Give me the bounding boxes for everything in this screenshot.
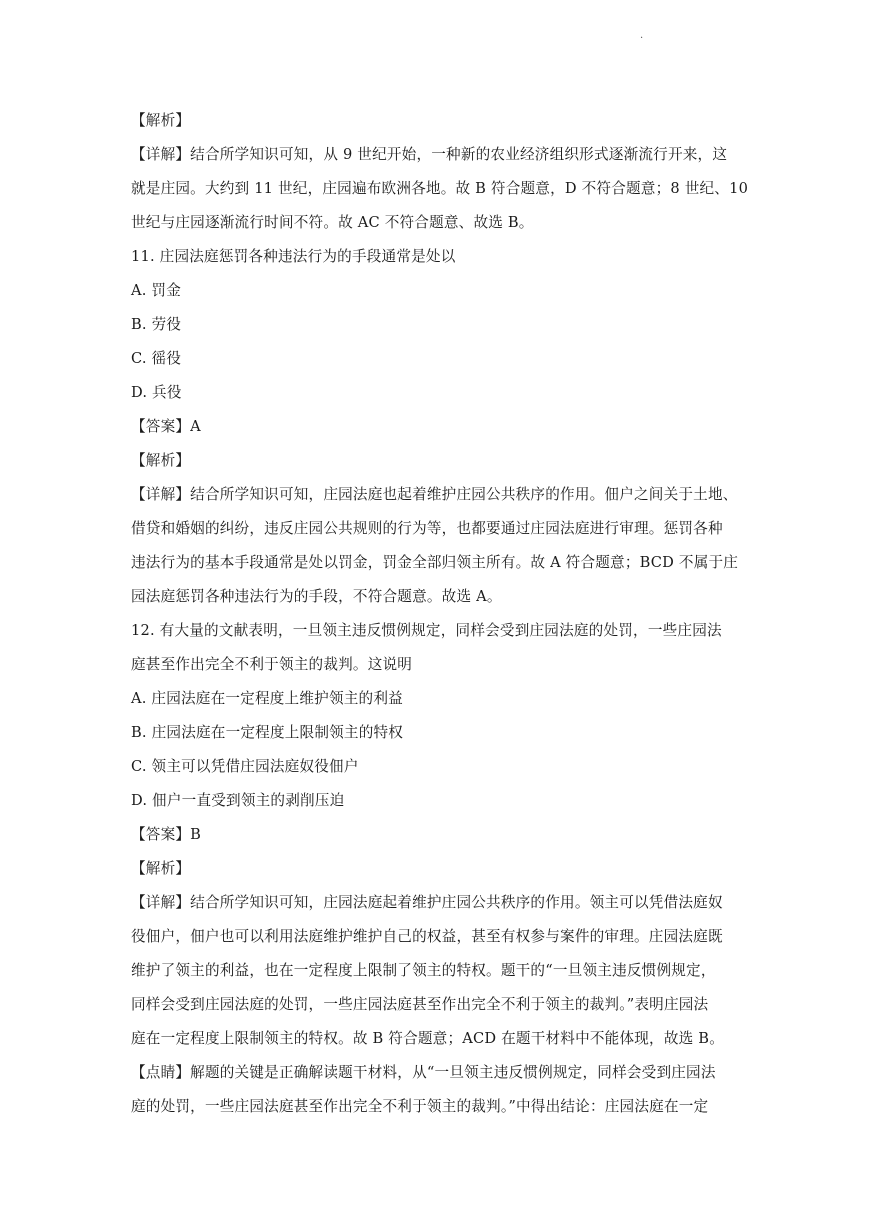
answer-11: 【答案】A — [131, 418, 201, 435]
detail-10-line-3: 世纪与庄园逐渐流行时间不符。故 AC 不符合题意、故选 B。 — [131, 214, 534, 231]
detail-12-line-4: 同样会受到庄园法庭的处罚，一些庄园法庭甚至作出完全不利于领主的裁判。”表明庄园法 — [131, 996, 709, 1013]
detail-12-line-1: 【详解】结合所学知识可知，庄园法庭起着维护庄园公共秩序的作用。领主可以凭借法庭奴 — [131, 894, 723, 911]
question-11-option-b: B. 劳役 — [131, 316, 182, 333]
answer-12: 【答案】B — [131, 826, 202, 843]
question-12-stem-line-2: 庭甚至作出完全不利于领主的裁判。这说明 — [131, 656, 413, 673]
detail-11-line-3: 违法行为的基本手段通常是处以罚金，罚金全部归领主所有。故 A 符合题意；BCD 不属于庄 — [131, 554, 739, 571]
tip-12-line-1: 【点睛】解题的关键是正确解读题干材料，从“一旦领主违反惯例规定，同样会受到庄园法 — [131, 1064, 716, 1081]
detail-11-line-4: 园法庭惩罚各种违法行为的手段，不符合题意。故选 A。 — [131, 588, 502, 605]
analysis-label-12: 【解析】 — [131, 860, 191, 877]
question-12-option-b: B. 庄园法庭在一定程度上限制领主的特权 — [131, 724, 404, 741]
detail-11-line-2: 借贷和婚姻的纠纷，违反庄园公共规则的行为等，也都要通过庄园法庭进行审理。惩罚各种 — [131, 520, 723, 537]
detail-12-line-5: 庭在一定程度上限制领主的特权。故 B 符合题意；ACD 在题干材料中不能体现，故选 B。 — [131, 1030, 724, 1047]
page-marker-dot: . — [640, 30, 644, 41]
question-11-option-c: C. 徭役 — [131, 350, 182, 367]
tip-12-line-2: 庭的处罚，一些庄园法庭甚至作出完全不利于领主的裁判。”中得出结论：庄园法庭在一定 — [131, 1098, 709, 1115]
detail-10-line-1: 【详解】结合所学知识可知，从 9 世纪开始，一种新的农业经济组织形式逐渐流行开来，这 — [131, 146, 728, 163]
question-11-option-a: A. 罚金 — [131, 282, 182, 299]
question-11-stem: 11. 庄园法庭惩罚各种违法行为的手段通常是处以 — [131, 248, 456, 265]
detail-12-line-3: 维护了领主的利益，也在一定程度上限制了领主的特权。题干的“一旦领主违反惯例规定， — [131, 962, 716, 979]
analysis-label-11: 【解析】 — [131, 452, 191, 469]
question-11-option-d: D. 兵役 — [131, 384, 182, 401]
detail-11-line-1: 【详解】结合所学知识可知，庄园法庭也起着维护庄园公共秩序的作用。佃户之间关于土地、 — [131, 486, 738, 503]
analysis-label-10: 【解析】 — [131, 112, 191, 129]
detail-12-line-2: 役佃户，佃户也可以利用法庭维护维护自己的权益，甚至有权参与案件的审理。庄园法庭既 — [131, 928, 723, 945]
question-12-stem-line-1: 12. 有大量的文献表明，一旦领主违反惯例规定，同样会受到庄园法庭的处罚，一些庄园法 — [131, 622, 722, 639]
question-12-option-a: A. 庄园法庭在一定程度上维护领主的利益 — [131, 690, 403, 707]
detail-10-line-2: 就是庄园。大约到 11 世纪，庄园遍布欧洲各地。故 B 符合题意，D 不符合题意；8 世纪、10 — [131, 180, 749, 197]
question-12-option-c: C. 领主可以凭借庄园法庭奴役佃户 — [131, 758, 359, 775]
document-body — [131, 104, 749, 1124]
question-12-option-d: D. 佃户一直受到领主的剥削压迫 — [131, 792, 345, 809]
